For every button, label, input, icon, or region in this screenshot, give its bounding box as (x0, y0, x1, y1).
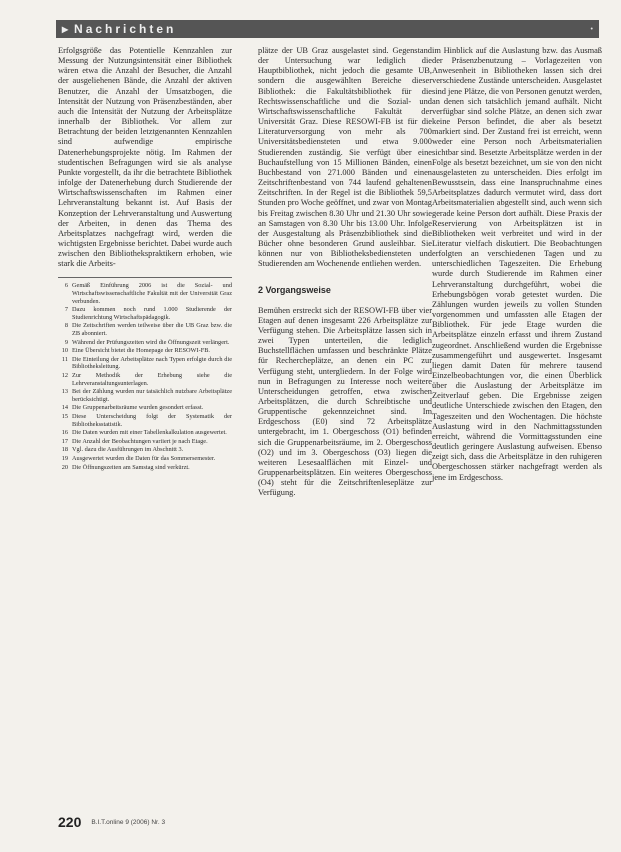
footnote-text: Die Zeitschriften werden teilweise über die UB Graz bzw. die ZB abonniert. (72, 322, 232, 337)
footnote-number: 9 (64, 338, 68, 346)
footnote (58, 388, 232, 403)
footnote-text: Die Gruppenarbeitsräume wurden gesondert erfasst. (72, 404, 204, 412)
column-3-text: im Hinblick auf die Auslastung bzw. das Ausmaß der Präsenzbenutzung – Vorlagezeiten von Anwesenheit in Bibliotheken lassen sich drei verschiedene Zustände unterscheiden. Ausgelastet sind jene Plätze, die von Personen genutzt werden, an denen sich tatsächlich jemand aufhält. Nicht verfügbar sind solche Plätze, an denen sich zwar keine Person befindet, die aber als besetzt markiert sind. Der Zustand frei ist erreicht, wenn weder eine Person noch Arbeitsmaterialien sichtbar sind. Besetzte Arbeitsplätze werden in der Folge als besetzt bezeichnet, um sie von den nicht ausgelasteten zu unterscheiden. Dies erfolgt im Bewusstsein, dass eine Inanspruchnahme eines Arbeitsplatzes dadurch vermutet wird, dass dort Arbeitsmaterialien abgestellt sind, auch wenn sich gerade keine Person dort aufhält. Diese Praxis der Reservierung von Arbeitsplätzen ist in Bibliotheken weit verbreitet und wird in der Literatur vielfach diskutiert. Die Beobachtungen erfolgten an verschiedenen Tagen und zu unterschiedlichen Tageszeiten. Die Erhebung wurde durch Studierende im Rahmen einer Lehrveranstaltung durchgeführt, wobei die Erhebungsbögen vorab getestet wurden. Die Zählungen wurden jeweils zu vollen Stunden vorgenommen und umfassten alle Etagen der Bibliothek. Für jede Etage wurden die Arbeitsplätze einzeln erfasst und ihrem Zustand zugeordnet. Anschließend wurden die Ergebnisse zusammengeführt und ausgewertet. Insgesamt liegen damit Daten für mehrere tausend Einzelbeobachtungen vor, die einen Überblick über die Auslastung der Arbeitsplätze im Zeitverlauf geben. Die Ergebnisse zeigen deutliche Unterschiede zwischen den Etagen, den Tageszeiten und den Wochentagen. Die höchste Auslastung wird in den Nachmittagsstunden erreicht, während die Vormittagsstunden eine deutlich geringere Auslastung aufweisen. Ebenso zeigt sich, dass die Arbeitsplätze in den ruhigeren Obergeschossen stärker nachgefragt werden als jene im Erdgeschoss. (432, 46, 603, 482)
footnote-text: Die Einteilung der Arbeitsplätze nach Typen erfolgte durch die Bibliotheksleitung. (72, 355, 232, 371)
footnote (58, 455, 232, 463)
arrow-icon: ▸ (62, 22, 72, 36)
footnote-text: Die Daten wurden mit einer Tabellenkalkulation ausgewertet. (72, 429, 227, 437)
footnote-text: Zur Methodik der Erhebung siehe die Lehrveranstaltungsunterlagen. (72, 371, 232, 387)
section-title (56, 22, 176, 36)
footnotes (58, 277, 232, 471)
footnote-number: 18 (61, 446, 68, 454)
footnote (58, 356, 232, 371)
footnote-number: 20 (61, 463, 68, 471)
footnote-number: 19 (61, 454, 68, 462)
footnote-text: Die Anzahl der Beobachtungen variiert je nach Etage. (72, 437, 208, 445)
footnote-text: Eine Übersicht bietet die Homepage der RESOWI-FB. (72, 347, 210, 355)
footnote (58, 446, 232, 454)
footnote-text: Diese Unterscheidung folgt der Systematik der Bibliotheksstatistik. (72, 412, 232, 428)
footnote-number: 10 (61, 347, 68, 355)
footnote (58, 413, 232, 428)
page-footer (58, 814, 601, 830)
footnote-number: 12 (61, 371, 68, 379)
column-2 (258, 46, 432, 499)
footnote (58, 429, 232, 437)
footnote-number: 17 (61, 437, 68, 445)
journal-reference: B.I.T.online 9 (2006) Nr. 3 (91, 818, 166, 826)
footnote (58, 339, 232, 347)
column-2-text: plätze der UB Graz ausgelastet sind. Gegenstand der Untersuchung war lediglich die Hauptbibliothek, nicht jedoch die gesamte UB, sondern die ausgewählten Bereiche dieser Bibliothek: die Fakultätsbibliothek für die Rechtswissenschaftliche und die Sozial- und Wirtschaftswissenschaftliche Fakultät der Universität Graz. Diese RESOWI-FB ist für die Literaturversorgung von mehr als 700 Universitätsbediensteten und etwa 9.000 Studierenden zuständig. Sie verfügt über eine Buchaufstellung von 15 Millionen Bänden, einen Buchbestand von 271.000 Bänden und einen Zeitschriftenbestand von 744 laufend gehaltenen Zeitschriften. In der Regel ist die Bibliothek 59,5 Stunden pro Woche geöffnet, und zwar von Montag bis Freitag zwischen 8.30 Uhr und 21.30 Uhr sowie an Samstagen von 8.30 Uhr bis 13.00 Uhr. Infolge der Ausgestaltung als Präsenzbibliothek sind die Bücher ohne besonderen Grund ausleihbar. Sie können nur von Bibliotheksbediensteten und Studierenden am Wochenende entliehen werden. (258, 46, 432, 269)
column-2-body: Bemühen erstreckt sich der RESOWI-FB über vier Etagen auf denen insgesamt 226 Arbeitsplätze zur Verfügung stehen. Die Arbeitsplätze lassen sich in zwei Typen unterteilen, die lediglich Buchstellflächen umfassen und beschränkte Plätze für Rechercheplätze, an denen ein PC zur Verfügung steht, untergliedern. In der Folge wird nun in Befragungen zu Interesse noch weitere Unterscheidungen getroffen, etwa zwischen Arbeitsplätzen, die durch Schreibtische und Gruppentische gekennzeichnet sind. Im Erdgeschoss (E0) sind 72 Arbeitsplätze untergebracht, im 1. Obergeschoss (O1) befinden sich die Gruppenarbeitsräume, im 2. Obergeschoss (O2) und im 3. Obergeschoss (O3) liegen die weiteren Lesesaalflächen mit Einzel- und Gruppenarbeitsplätzen. Ein weiteres Obergeschoss (O4) steht für die Zeitschriftenleseplätze zur Verfügung. (258, 305, 432, 498)
footnote-number: 15 (61, 412, 68, 420)
footnote-text: Bei der Zählung wurden nur tatsächlich nutzbare Arbeitsplätze berücksichtigt. (72, 388, 232, 403)
footnote (58, 464, 232, 472)
footnote (58, 322, 232, 337)
footnote-text: Dazu kommen noch rund 1.000 Studierende der Studienrichtung Wirtschaftspädagogik. (72, 306, 232, 321)
footnote-number: 16 (61, 429, 68, 437)
page-number: 220 (58, 814, 82, 830)
footnote (58, 347, 232, 355)
footnote-text: Während der Prüfungszeiten wird die Öffnungszeit verlängert. (72, 338, 230, 346)
section-header (56, 20, 599, 38)
footnote (58, 282, 232, 305)
footnote-number: 8 (64, 322, 68, 330)
footnote (58, 372, 232, 387)
footnote (58, 404, 232, 412)
footnote-number: 14 (61, 404, 68, 412)
column-3 (432, 46, 602, 483)
column-1 (58, 46, 232, 472)
footnote-number: 7 (64, 306, 68, 314)
footnote (58, 306, 232, 321)
footnote-text: Die Öffnungszeiten am Samstag sind verkürzt. (72, 463, 190, 471)
column-1-text: Erfolgsgröße das Potentielle Kennzahlen zur Messung der Nutzungsintensität einer Bibliothek wären etwa die Anzahl der Besucher, die Anzahl der ausgeliehenen Bände, die Anzahl der aktiven Benutzer, die Anzahl der Umsatzbogen, die Intensität der Nutzung von Präsenzbeständen, aber auch die Intensität der Nutzung der Arbeitsplätze innerhalb der Bibliothek. Vor allem zur Betrachtung der beiden letztgenannten Kennzahlen sind aufwendige empirische Datenerhebungsprojekte nötig. Im Rahmen der studentischen Befragungen wird sie als analyse Punkte vorgestellt, da ihr die betrachtete Bibliothek infolge der Datenerhebung durch Studierende der Wirtschaftswissenschaften im Rahmen einer Lehrveranstaltung bekannt ist. Auf Basis der Konzeption der Lehrveranstaltung und Auswertung der Arbeiten, in denen das Thema des Arbeitsplatzes nachgefragt wird, werden die wichtigsten Ergebnisse berichtet. Dabei wurde auch zwischen den Bibliothekspraktikern erhoben, wie stark die Arbeits- (58, 46, 232, 269)
footnote (58, 438, 232, 446)
section-heading: 2 Vorgangsweise (258, 285, 331, 296)
header-marker: • (590, 25, 593, 33)
footnote-text: Gemäß Einführung 2006 ist die Sozial- und Wirtschaftswissenschaftliche Fakultät mit der Universität Graz verbunden. (72, 282, 232, 305)
footnote-number: 6 (64, 282, 68, 290)
footnote-text: Ausgewertet wurden die Daten für das Sommersemester. (72, 454, 216, 462)
section-title-text: Nachrichten (74, 22, 177, 36)
footnote-number: 13 (61, 388, 68, 396)
footnote-number: 11 (61, 355, 68, 363)
footnote-text: Vgl. dazu die Ausführungen im Abschnitt 3. (72, 446, 184, 454)
